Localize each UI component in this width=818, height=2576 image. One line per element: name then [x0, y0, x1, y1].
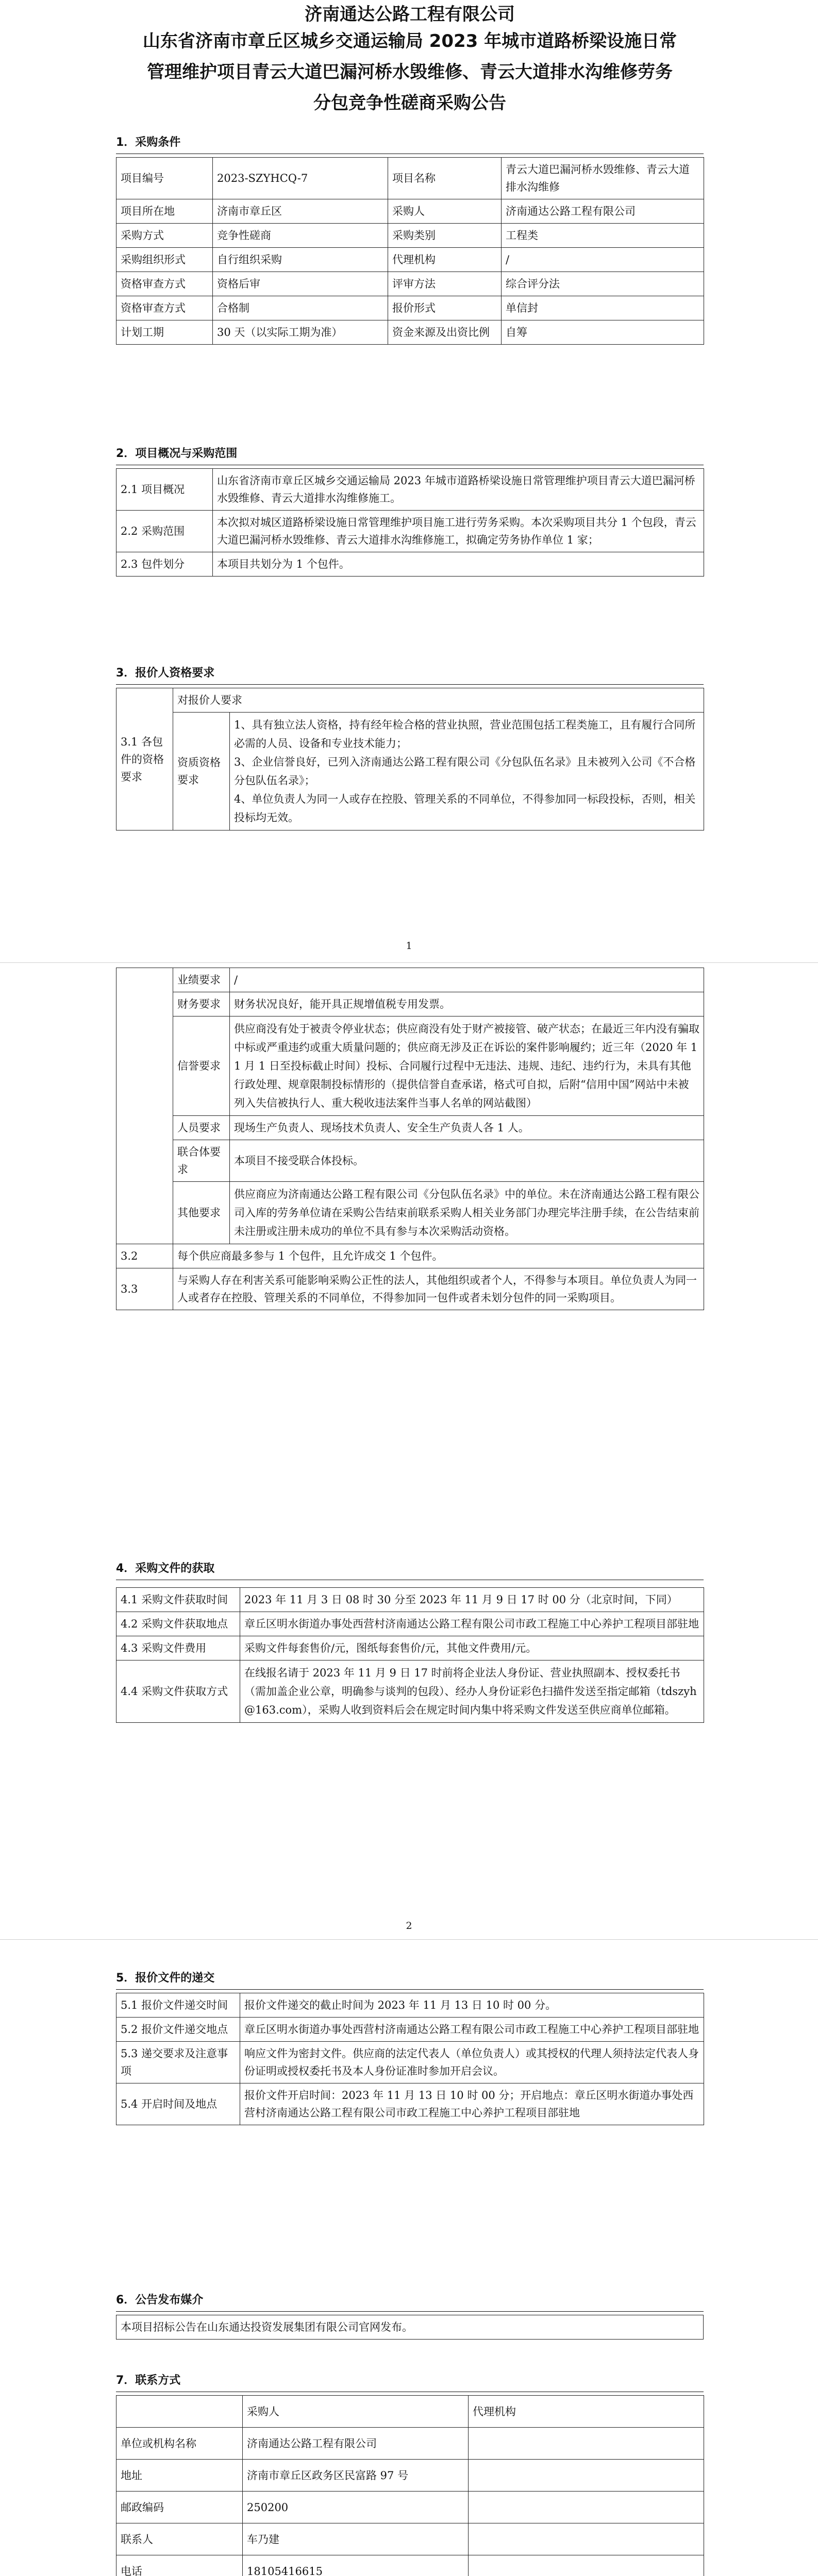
- cell-value: 2023-SZYHCQ-7: [213, 158, 388, 199]
- section-1: [116, 135, 704, 345]
- cell-label: 人员要求: [173, 1116, 230, 1140]
- cell-label: 资格审查方式: [116, 296, 213, 320]
- table-row: [116, 469, 704, 511]
- cell-value: 自筹: [502, 320, 704, 345]
- section-2: [116, 446, 704, 577]
- table-row: [116, 296, 704, 320]
- cell-value: 每个供应商最多参与 1 个包件，且允许成交 1 个包件。: [173, 1244, 704, 1268]
- cell-value: 本项目招标公告在山东通达投资发展集团有限公司官网发布。: [116, 2315, 704, 2340]
- table-row: [116, 1612, 704, 1636]
- cell-label: 信誉要求: [173, 1016, 230, 1116]
- table-row: [116, 2492, 704, 2523]
- cell-label: 采购组织形式: [116, 248, 213, 272]
- section-5-title: 5．报价文件的递交: [116, 1972, 215, 1985]
- section-7-title: 7．联系方式: [116, 2374, 181, 2387]
- page-1-header: [116, 3, 704, 118]
- cell-label: 资格审查方式: [116, 272, 213, 296]
- cell-header: 采购人: [243, 2396, 469, 2428]
- table-row: [116, 688, 704, 713]
- cell-label: 计划工期: [116, 320, 213, 345]
- cell-value: 章丘区明水街道办事处西营村济南通达公路工程有限公司市政工程施工中心养护工程项目部驻地: [240, 2018, 704, 2042]
- cell-value: 与采购人存在利害关系可能影响采购公正性的法人，其他组织或者个人，不得参与本项目。单位负责人为同一人或者存在控股、管理关系的不同单位，不得参加同一包件或者未划分包件的同一采购项目。: [173, 1268, 704, 1310]
- page-break: [0, 1939, 818, 1940]
- cell-label: 代理机构: [388, 248, 502, 272]
- divider: [116, 2311, 704, 2312]
- cell-value: 济南市章丘区政务区民富路 97 号: [243, 2460, 469, 2492]
- requirement-item: 1、具有独立法人资格，持有经年检合格的营业执照，营业范围包括工程类施工，且有履行合同所必需的人员、设备和专业技术能力；: [234, 719, 696, 750]
- page-break: [0, 962, 818, 963]
- cell-value: 2023 年 11 月 3 日 08 时 30 分至 2023 年 11 月 9 日 17 时 00 分（北京时间，下同）: [240, 1588, 704, 1612]
- cell-value: [469, 2428, 704, 2460]
- cell-label: 项目名称: [388, 158, 502, 199]
- section-4: [116, 1561, 704, 1723]
- cell-label: 财务要求: [173, 992, 230, 1016]
- section-7: [116, 2373, 704, 2576]
- table-row: [116, 1182, 704, 1244]
- cell-label: 3.1 各包件的资格要求: [116, 688, 173, 831]
- cell-value: 报价文件开启时间：2023 年 11 月 13 日 10 时 00 分；开启地点：章丘区明水街道办事处西营村济南通达公路工程有限公司市政工程施工中心养护工程项目部驻地: [240, 2083, 704, 2125]
- cell-label: 资质资格要求: [173, 713, 230, 831]
- cell-value: 采购文件每套售价/元，图纸每套售价/元，其他文件费用/元。: [240, 1636, 704, 1660]
- cell-label: 采购方式: [116, 224, 213, 248]
- cell-value: 单信封: [502, 296, 704, 320]
- cell-value: 财务状况良好，能开具正规增值税专用发票。: [230, 992, 704, 1016]
- table-row: [116, 713, 704, 831]
- cell-value: [230, 713, 704, 831]
- title-line-2: 管理维护项目青云大道巴漏河桥水毁维修、青云大道排水沟维修劳务: [147, 62, 673, 82]
- table-row: [116, 1636, 704, 1660]
- cell-value: 响应文件为密封文件。供应商的法定代表人（单位负责人）或其授权的代理人须持法定代表人身份证明或授权委托书及本人身份证准时参加开启会议。: [240, 2042, 704, 2083]
- cell-value: 本次拟对城区道路桥梁设施日常管理维护项目施工进行劳务采购。本次采购项目共分 1 个包段，青云大道巴漏河桥水毁维修、青云大道排水沟维修施工，拟确定劳务协作单位 1 家；: [213, 511, 704, 552]
- table-row: [116, 2042, 704, 2083]
- requirement-item: 4、单位负责人为同一人或存在控股、管理关系的不同单位，不得参加同一标段投标，否则，相关投标均无效。: [234, 793, 696, 824]
- table-row: [116, 272, 704, 296]
- title-line-1: 山东省济南市章丘区城乡交通运输局 2023 年城市道路桥梁设施日常: [142, 31, 677, 52]
- cell-label: 电话: [116, 2555, 243, 2576]
- section-5: [116, 1971, 704, 2125]
- cell-label: 项目所在地: [116, 199, 213, 224]
- table-row: [116, 1244, 704, 1268]
- cell-header: [116, 2396, 243, 2428]
- table-row: [116, 2018, 704, 2042]
- table-row: [116, 2460, 704, 2492]
- divider: [116, 684, 704, 685]
- cell-value: 合格制: [213, 296, 388, 320]
- document-acquisition-table: [116, 1587, 704, 1723]
- cell-value: 250200: [243, 2492, 469, 2523]
- table-row: [116, 2083, 704, 2125]
- table-row: [116, 1993, 704, 2018]
- cell-label: 2.3 包件划分: [116, 552, 213, 577]
- divider: [116, 1989, 704, 1990]
- cell-header: 代理机构: [469, 2396, 704, 2428]
- table-row: [116, 2396, 704, 2428]
- cell-label: 5.4 开启时间及地点: [116, 2083, 240, 2125]
- cell-label: 3.2: [116, 1244, 173, 1268]
- cell-value: /: [502, 248, 704, 272]
- cell-label: 报价形式: [388, 296, 502, 320]
- cell-value: [469, 2555, 704, 2576]
- cell-value: 综合评分法: [502, 272, 704, 296]
- cell-value: 济南市章丘区: [213, 199, 388, 224]
- cell-value: 工程类: [502, 224, 704, 248]
- cell-label: 5.2 报价文件递交地点: [116, 2018, 240, 2042]
- table-row: [116, 224, 704, 248]
- submission-table: [116, 1993, 704, 2125]
- cell-value: 山东省济南市章丘区城乡交通运输局 2023 年城市道路桥梁设施日常管理维护项目青云大道巴漏河桥水毁维修、青云大道排水沟维修施工。: [213, 469, 704, 511]
- table-row: [116, 158, 704, 199]
- section-3: [116, 666, 704, 831]
- cell-value: 供应商应为济南通达公路工程有限公司《分包队伍名录》中的单位。未在济南通达公路工程有限公司入库的劳务单位请在采购公告结束前联系采购人相关业务部门办理完毕注册手续，在公告结束前未注册或注册未成功的单位不具有参与本次采购活动资格。: [230, 1182, 704, 1244]
- cell-value: 章丘区明水街道办事处西营村济南通达公路工程有限公司市政工程施工中心养护工程项目部驻地: [240, 1612, 704, 1636]
- cell-value: 在线报名请于 2023 年 11 月 9 日 17 时前将企业法人身份证、营业执照副本、授权委托书（需加盖企业公章，明确参与谈判的包段）、经办人身份证彩色扫描件发送至指定邮箱（tdszyh@163.com），采购人收到资料后会在规定时间内集中将采购文件发送至供应商单位邮箱。: [240, 1660, 704, 1723]
- cell-label: 4.2 采购文件获取地点: [116, 1612, 240, 1636]
- section-3-title: 3．报价人资格要求: [116, 667, 215, 680]
- section-6-title: 6．公告发布媒介: [116, 2294, 204, 2307]
- cell-label: 2.1 项目概况: [116, 469, 213, 511]
- page-number: 1: [406, 940, 412, 952]
- table-row: [116, 511, 704, 552]
- cell-value: 报价文件递交的截止时间为 2023 年 11 月 13 日 10 时 00 分。: [240, 1993, 704, 2018]
- section-6: [116, 2293, 704, 2340]
- cell-value: 济南通达公路工程有限公司: [243, 2428, 469, 2460]
- table-row: [116, 1660, 704, 1723]
- cell-value: 竞争性磋商: [213, 224, 388, 248]
- procurement-conditions-table: [116, 157, 704, 345]
- contact-table: [116, 2395, 704, 2576]
- table-row: [116, 1140, 704, 1182]
- company-name: 济南通达公路工程有限公司: [305, 4, 515, 25]
- table-row: [116, 2555, 704, 2576]
- cell-header: 对报价人要求: [173, 688, 704, 713]
- table-row: [116, 968, 704, 992]
- cell-label: 3.3: [116, 1268, 173, 1310]
- page-number: 2: [406, 1920, 412, 1931]
- table-row: [116, 1116, 704, 1140]
- qualification-table-continued: [116, 968, 704, 1310]
- cell-label: 采购人: [388, 199, 502, 224]
- publication-table: [116, 2315, 704, 2340]
- section-3-continued: [116, 968, 704, 1310]
- table-row: [116, 552, 704, 577]
- cell-label: 5.1 报价文件递交时间: [116, 1993, 240, 2018]
- cell-label: 采购类别: [388, 224, 502, 248]
- cell-value: 车乃建: [243, 2523, 469, 2555]
- table-row: [116, 2428, 704, 2460]
- table-row: [116, 1016, 704, 1116]
- section-1-title: 1．采购条件: [116, 136, 181, 149]
- table-row: [116, 320, 704, 345]
- table-row: [116, 199, 704, 224]
- cell-value: 自行组织采购: [213, 248, 388, 272]
- requirement-item: 3、企业信誉良好，已列入济南通达公路工程有限公司《分包队伍名录》且未被列入公司《不合格分包队伍名录》；: [234, 756, 696, 787]
- cell-label: 4.3 采购文件费用: [116, 1636, 240, 1660]
- cell-value: 本项目共划分为 1 个包件。: [213, 552, 704, 577]
- cell-label: 项目编号: [116, 158, 213, 199]
- cell-value: 18105416615: [243, 2555, 469, 2576]
- cell-label: 资金来源及出资比例: [388, 320, 502, 345]
- cell-label: 5.3 递交要求及注意事项: [116, 2042, 240, 2083]
- table-row: [116, 992, 704, 1016]
- cell-value: [469, 2492, 704, 2523]
- qualification-table: [116, 688, 704, 831]
- table-row: [116, 1268, 704, 1310]
- cell-value: [469, 2523, 704, 2555]
- cell-label: 联合体要求: [173, 1140, 230, 1182]
- cell-value: 资格后审: [213, 272, 388, 296]
- section-2-title: 2．项目概况与采购范围: [116, 447, 238, 460]
- cell-label: 联系人: [116, 2523, 243, 2555]
- table-row: [116, 2523, 704, 2555]
- cell-value: /: [230, 968, 704, 992]
- table-row: [116, 2315, 704, 2340]
- section-4-title: 4．采购文件的获取: [116, 1562, 215, 1575]
- cell-value: 本项目不接受联合体投标。: [230, 1140, 704, 1182]
- table-row: [116, 248, 704, 272]
- cell-value: [469, 2460, 704, 2492]
- cell-label: 4.1 采购文件获取时间: [116, 1588, 240, 1612]
- cell-label: 4.4 采购文件获取方式: [116, 1660, 240, 1723]
- cell-spacer: [116, 968, 173, 1244]
- cell-value: 供应商没有处于被责令停业状态；供应商没有处于财产被接管、破产状态；在最近三年内没有骗取中标或严重违约或重大质量问题的；供应商无涉及正在诉讼的案件影响履约；近三年（2020 年 11 月 1 日至投标截止时间）投标、合同履行过程中无违法、违规、违纪、违约行为，未具有其他行政处理、规章限制投标情形的（提供信誉自查承诺，格式可自拟，后附“信用中国”网站中未被列入失信被执行人、重大税收违法案件当事人名单的网站截图）: [230, 1016, 704, 1116]
- cell-value: 青云大道巴漏河桥水毁维修、青云大道排水沟维修: [502, 158, 704, 199]
- cell-label: 其他要求: [173, 1182, 230, 1244]
- cell-label: 评审方法: [388, 272, 502, 296]
- cell-label: 2.2 采购范围: [116, 511, 213, 552]
- cell-value: 济南通达公路工程有限公司: [502, 199, 704, 224]
- cell-label: 单位或机构名称: [116, 2428, 243, 2460]
- project-overview-table: [116, 468, 704, 577]
- cell-label: 邮政编码: [116, 2492, 243, 2523]
- table-row: [116, 1588, 704, 1612]
- cell-value: 30 天（以实际工期为准）: [213, 320, 388, 345]
- cell-value: 现场生产负责人、现场技术负责人、安全生产负责人各 1 人。: [230, 1116, 704, 1140]
- cell-label: 地址: [116, 2460, 243, 2492]
- title-line-3: 分包竞争性磋商采购公告: [313, 93, 506, 113]
- cell-label: 业绩要求: [173, 968, 230, 992]
